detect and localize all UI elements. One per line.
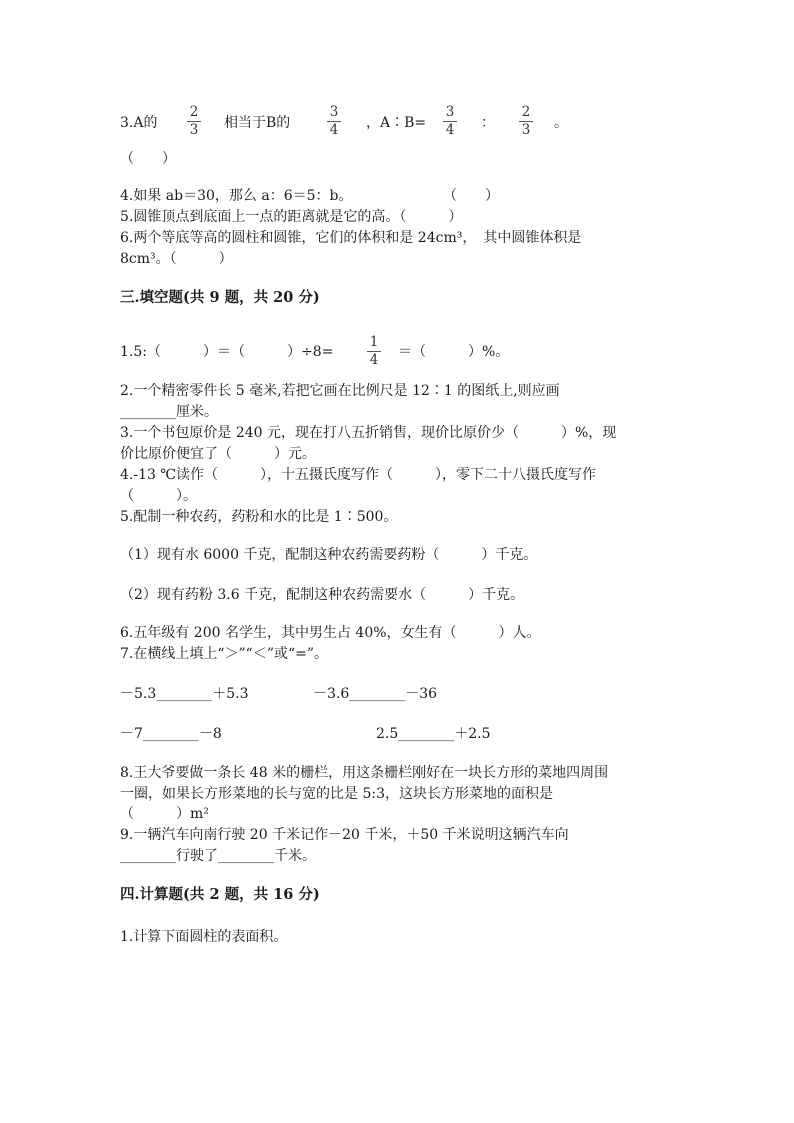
- fraction-numerator: 3: [329, 104, 339, 120]
- q3-end: 。: [554, 115, 568, 131]
- fraction-2-3: [519, 105, 533, 138]
- q3-ratio: ，A∶B=: [366, 115, 427, 131]
- fill-8-line-1: 8.王大爷要做一条长 48 米的栅栏，用这条栅栏刚好在一块长方形的菜地四周围: [120, 765, 609, 781]
- fraction-3-4: [443, 105, 457, 138]
- question-5: 5.圆锥顶点到底面上一点的距离就是它的高。（ ）: [120, 209, 463, 225]
- fraction-denominator: 4: [369, 352, 379, 368]
- fill-9-line-2: ________行驶了________千米。: [120, 848, 316, 864]
- fraction-3-4: [327, 105, 341, 138]
- fraction-1-4: [367, 335, 381, 368]
- fill-1-part-a: 1.5:（ ）＝（ ）÷8=: [120, 344, 334, 360]
- question-6-line-2: 8cm³。（ ）: [120, 251, 233, 267]
- section-heading-fill-in: 三.填空题(共 9 题，共 20 分): [120, 289, 320, 306]
- calc-1: 1.计算下面圆柱的表面积。: [120, 929, 288, 945]
- answer-blank[interactable]: （ ）: [120, 151, 176, 167]
- fraction-denominator: 3: [521, 122, 531, 138]
- fill-9-line-1: 9.一辆汽车向南行驶 20 千米记作－20 千米，＋50 千米说明这辆汽车向: [120, 827, 569, 843]
- fraction-denominator: 3: [189, 122, 199, 138]
- fill-6: 6.五年级有 200 名学生，其中男生占 40%，女生有（ ）人。: [120, 625, 541, 641]
- q3-middle: 相当于B的: [224, 115, 291, 131]
- fill-2-line-1: 2.一个精密零件长 5 毫米,若把它画在比例尺是 12∶1 的图纸上,则应画: [120, 383, 560, 399]
- fraction-numerator: 2: [189, 104, 199, 120]
- q3-prefix: 3.A的: [120, 115, 158, 131]
- section-heading-calculation: 四.计算题(共 2 题，共 16 分): [120, 886, 320, 903]
- fill-5-sub-1: （1）现有水 6000 千克，配制这种农药需要药粉（ ）千克。: [120, 547, 538, 563]
- compare-item: －5.3________＋5.3: [120, 686, 249, 702]
- fill-4-line-2: （ ）。: [120, 488, 197, 504]
- compare-item: －3.6________－36: [313, 686, 438, 702]
- fraction-numerator: 3: [445, 104, 455, 120]
- fill-5: 5.配制一种农药，药粉和水的比是 1∶500。: [120, 509, 398, 525]
- fill-3-line-1: 3.一个书包原价是 240 元，现在打八五折销售，现价比原价少（ ）%，现: [120, 425, 617, 441]
- answer-blank[interactable]: （ ）: [443, 188, 499, 204]
- fill-1-part-b: ＝（ ）%。: [398, 344, 510, 360]
- fraction-numerator: 1: [369, 334, 379, 350]
- fill-4-line-1: 4.-13 ℃读作（ ），十五摄氏度写作（ ），零下二十八摄氏度写作: [120, 467, 597, 483]
- fill-3-line-2: 价比原价便宜了（ ）元。: [120, 446, 316, 462]
- question-6-line-1: 6.两个等底等高的圆柱和圆锥，它们的体积和是 24cm³， 其中圆锥体积是: [120, 230, 582, 246]
- compare-item: －7________－8: [120, 726, 222, 742]
- fill-5-sub-2: （2）现有药粉 3.6 千克，配制这种农药需要水（ ）千克。: [120, 587, 525, 603]
- fraction-denominator: 4: [329, 122, 339, 138]
- fill-8-line-3: （ ）m²: [120, 806, 209, 822]
- compare-item: 2.5________＋2.5: [376, 726, 491, 742]
- fraction-denominator: 4: [445, 122, 455, 138]
- fill-2-line-2: ________厘米。: [120, 404, 218, 420]
- fill-7: 7.在横线上填上“＞”“＜”或“=”。: [120, 646, 329, 662]
- fraction-2-3: [187, 105, 201, 138]
- fraction-numerator: 2: [521, 104, 531, 120]
- question-4: 4.如果 ab＝30，那么 a：6＝5：b。: [120, 188, 353, 204]
- fill-8-line-2: 一圈，如果长方形菜地的长与宽的比是 5:3，这块长方形菜地的面积是: [120, 786, 553, 802]
- q3-colon: ：: [481, 115, 495, 131]
